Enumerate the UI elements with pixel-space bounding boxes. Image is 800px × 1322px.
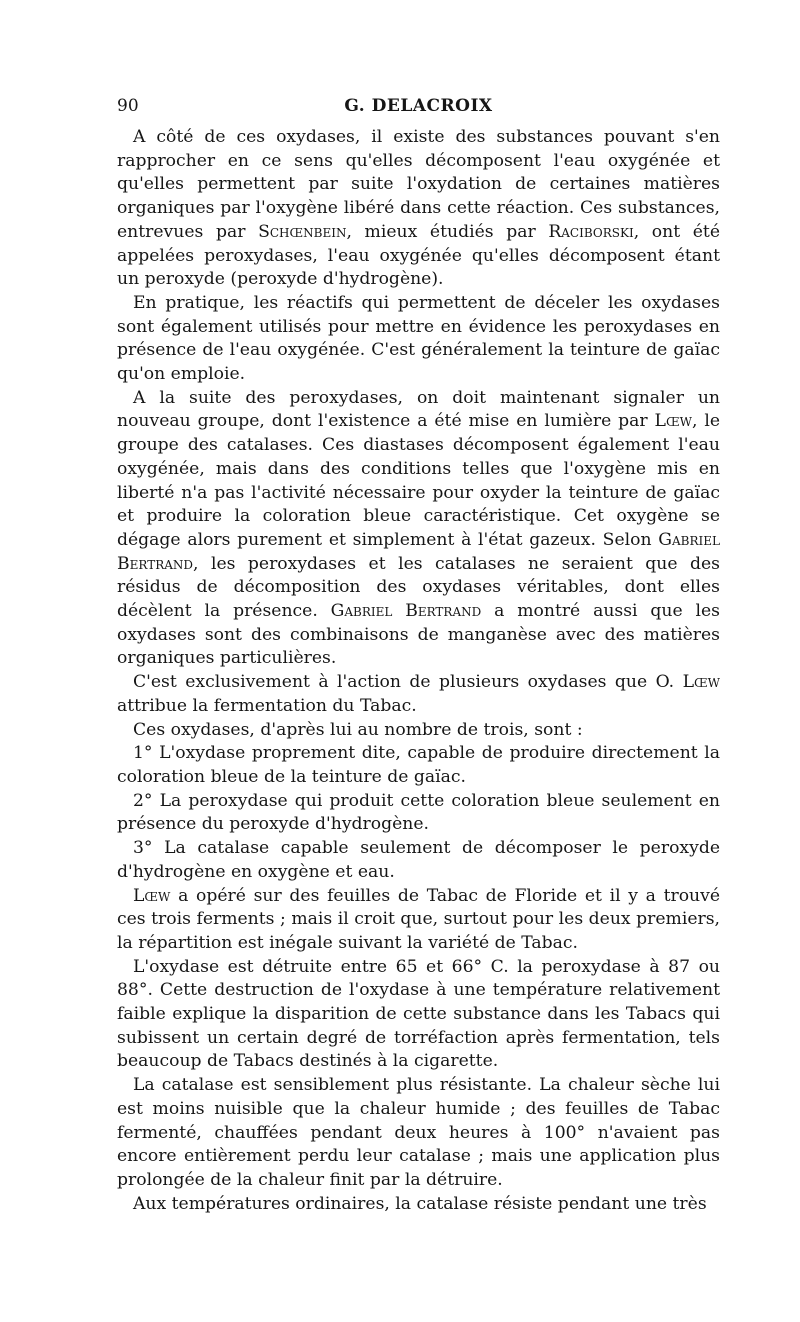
text-run: , les peroxydases et les catalases ne seraient que des résidus de décomposition des oxydases véritables, dont elles décèlent la présence. [117, 553, 720, 622]
running-head: G. DELACROIX [344, 96, 493, 116]
text-run: C'est exclusivement à l'action de plusieurs oxydases que O. [133, 672, 683, 693]
author-name-loew: Lœw [682, 672, 720, 693]
text-run: , le groupe des catalases. Ces diastases décomposent également l'eau oxygénée, mais dans des conditions telles que l'oxygène mis en liberté n'a pas l'activité nécessaire pour oxyder la teinture de gaïac et produire la coloration bleue caractéristique. Cet oxygène se dégage alors purement et simplement à l'état gazeux. Selon [117, 411, 720, 550]
list-item-peroxydase: 2° La peroxydase qui produit cette coloration bleue seulement en présence du peroxyde d'hydrogène. [117, 790, 720, 835]
text-run: A côté de ces oxydases, il existe des substances pouvant s'en rapprocher en ce sens qu'elles décomposent l'eau oxygénée et qu'elles permettent par suite l'oxydation de certaines matières organiques par l'oxygène libéré dans cette réaction. Ces substances, entrevues par [117, 127, 720, 242]
author-name-loew: Lœw [133, 885, 171, 906]
paragraph-9 [117, 885, 720, 956]
paragraph-2: En pratique, les réactifs qui permettent de déceler les oxydases sont également utilisés pour mettre en évidence les peroxydases en présence de l'eau oxygénée. C'est généralement la teinture de gaïac qu'on emploie. [117, 292, 720, 385]
author-name-loew: Lœw [654, 411, 692, 432]
body-text [117, 126, 720, 1216]
paragraph-4 [117, 671, 720, 718]
paragraph-1 [117, 126, 720, 292]
text-run: attribue la fermentation du Tabac. [117, 695, 417, 716]
author-name-bertrand: Gabriel Bertrand [330, 601, 482, 622]
paragraph-10: L'oxydase est détruite entre 65 et 66° C. la peroxydase à 87 ou 88°. Cette destruction de l'oxydase à une température relativement faible explique la disparition de cette substance dans les Tabacs qui subissent un certain degré de torréfaction après fermentation, tels beaucoup de Tabacs destinés à la cigarette. [117, 956, 720, 1072]
author-name-schoenbein: Schœnbein [258, 221, 347, 242]
text-run: a opéré sur des feuilles de Tabac de Floride et il y a trouvé ces trois ferments ; mais il croit que, surtout pour les deux premiers, la répartition est inégale suivant la variété de Tabac. [117, 885, 720, 953]
list-item-catalase: 3° La catalase capable seulement de décomposer le peroxyde d'hydrogène en oxygène et eau. [117, 838, 720, 882]
paragraph-3 [117, 387, 720, 671]
paragraph-12: Aux températures ordinaires, la catalase résiste pendant une très [133, 1193, 707, 1214]
text-run: , mieux étudiés par [346, 221, 549, 242]
page-number: 90 [117, 96, 139, 116]
paragraph-11: La catalase est sensiblement plus résistante. La chaleur sèche lui est moins nuisible que la chaleur humide ; des feuilles de Tabac fermenté, chauffées pendant deux heures à 100° n'avaient pas encore entièrement perdu leur catalase ; mais une application plus prolongée de la chaleur finit par la détruire. [117, 1075, 720, 1190]
text-run: , ont été appelées peroxydases, l'eau oxygénée qu'elles décomposent étant un peroxyde (peroxyde d'hydrogène). [117, 221, 721, 290]
author-name-raciborski: Raciborski [548, 221, 634, 242]
text-run: A la suite des peroxydases, on doit maintenant signaler un nouveau groupe, dont l'existence a été mise en lumière par [117, 387, 720, 432]
list-item-oxydase: 1° L'oxydase proprement dite, capable de produire directement la coloration bleue de la teinture de gaïac. [117, 743, 720, 787]
paragraph-5: Ces oxydases, d'après lui au nombre de trois, sont : [133, 719, 583, 740]
page-header [117, 96, 720, 122]
text-run: a montré aussi que les oxydases sont des combinaisons de manganèse avec des matières organiques particulières. [117, 601, 720, 669]
author-name-bertrand: Gabriel Bertrand [117, 529, 720, 574]
